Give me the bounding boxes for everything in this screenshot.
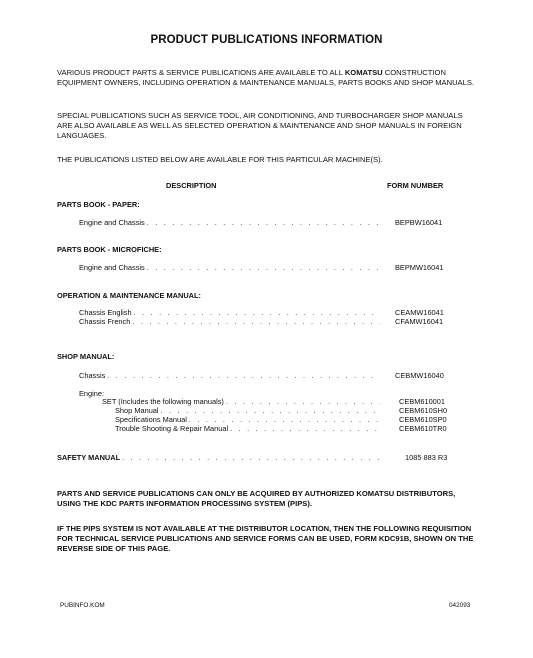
form-number: 1085 883 R3 [405, 453, 448, 462]
distributor-notice: PARTS AND SERVICE PUBLICATIONS CAN ONLY BE ACQUIRED BY AUTHORIZED KOMATSU DISTRIBUTORS, USING THE KDC PARTS INFORMATION PROCESSING SYSTEM (PIPS). [57, 489, 456, 508]
list-item [102, 397, 382, 406]
leader-dots [147, 263, 380, 272]
section-safety-manual: SAFETY MANUAL [57, 453, 121, 462]
list-item [79, 218, 382, 227]
intro-paragraph-2: SPECIAL PUBLICATIONS SUCH AS SERVICE TOOL, AIR CONDITIONING, AND TURBOCHARGER SHOP MANUALS ARE ALSO AVAILABLE AS WELL AS SELECTED OPERATION & MAINTENANCE AND SHOP MANUALS IN FOREIGN LANGUAGES. [57, 111, 463, 140]
list-item [115, 424, 382, 433]
form-number: CEBM610SH0 [399, 406, 448, 415]
engine-label: Engine: [79, 389, 105, 398]
form-number: CEBM610001 [399, 397, 446, 406]
leader-dots [134, 308, 380, 317]
form-number: BEPMW16041 [395, 263, 444, 272]
list-item [79, 371, 382, 380]
leader-dots [132, 317, 380, 326]
item-label: Engine and Chassis [79, 218, 145, 227]
list-item [79, 308, 382, 317]
leader-dots [189, 415, 380, 424]
item-label: Trouble Shooting & Repair Manual [115, 424, 229, 433]
section-parts-book-paper: PARTS BOOK - PAPER: [57, 200, 140, 209]
section-parts-book-microfiche: PARTS BOOK - MICROFICHE: [57, 245, 162, 254]
form-number: BEPBW16041 [395, 218, 443, 227]
leader-dots [226, 397, 380, 406]
leader-dots [161, 406, 380, 415]
footer-file-name: PUBINFO.KOM [60, 602, 105, 609]
form-number: CEAMW16041 [395, 308, 444, 317]
column-header-form-number: FORM NUMBER [387, 181, 444, 190]
column-header-description: DESCRIPTION [166, 181, 217, 190]
form-number: CEBM610SP0 [399, 415, 447, 424]
intro-text-a: VARIOUS PRODUCT PARTS & SERVICE PUBLICATIONS ARE AVAILABLE TO ALL [57, 68, 345, 77]
brand-name: KOMATSU [344, 68, 383, 77]
list-item [115, 415, 382, 424]
intro-paragraph-1 [57, 68, 477, 88]
item-label: Engine and Chassis [79, 263, 145, 272]
leader-dots [107, 371, 380, 380]
pips-notice: IF THE PIPS SYSTEM IS NOT AVAILABLE AT THE DISTRIBUTOR LOCATION, THEN THE FOLLOWING REQUISITION FOR TECHNICAL SERVICE PUBLICATIONS AND SERVICE FORMS CAN BE USED, FORM KDC91B, SHOWN ON THE REVERSE SIDE OF THIS PAGE. [57, 524, 474, 553]
list-item [115, 406, 382, 415]
form-number: CFAMW16041 [395, 317, 444, 326]
form-number: CEBMW16040 [395, 371, 444, 380]
item-label: SET (Includes the following manuals) [102, 397, 224, 406]
leader-dots [122, 453, 380, 462]
form-number: CEBM610TR0 [399, 424, 447, 433]
item-label: Specifications Manual [115, 415, 187, 424]
item-label: Chassis [79, 371, 106, 380]
page-title: PRODUCT PUBLICATIONS INFORMATION [150, 34, 383, 46]
list-item [79, 263, 382, 272]
item-label: Chassis French [79, 317, 131, 326]
section-operation-maintenance: OPERATION & MAINTENANCE MANUAL: [57, 291, 201, 300]
footer-date-code: 042093 [449, 602, 471, 609]
list-item [57, 453, 382, 462]
list-item [79, 317, 382, 326]
item-label: Shop Manual [115, 406, 159, 415]
leader-dots [147, 218, 380, 227]
item-label: Chassis English [79, 308, 132, 317]
leader-dots [230, 424, 380, 433]
intro-paragraph-3: THE PUBLICATIONS LISTED BELOW ARE AVAILABLE FOR THIS PARTICULAR MACHINE(S). [57, 155, 383, 164]
section-shop-manual: SHOP MANUAL: [57, 352, 115, 361]
intro-text-b: CONSTRUCTION EQUIPMENT OWNERS, INCLUDING OPERATION & MAINTENANCE MANUALS, PARTS BOOKS AND SHOP MANUALS. [57, 68, 475, 87]
